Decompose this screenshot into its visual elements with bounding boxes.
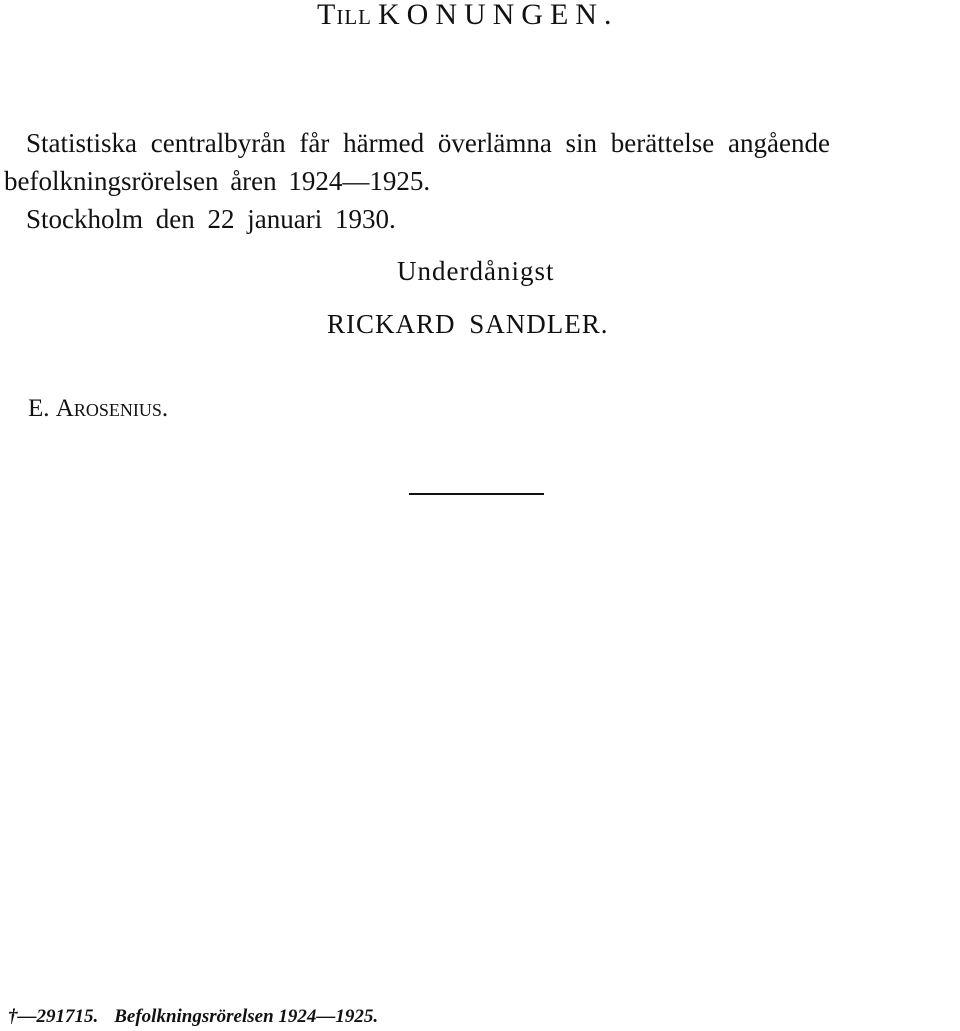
page-heading	[317, 0, 618, 30]
body-text-line-1: Statistiska centralbyrån får härmed överlämna sin berättelse angående	[26, 128, 830, 158]
page-footer	[8, 1006, 378, 1028]
countersign-surname: Arosenius.	[55, 395, 169, 422]
heading-till: Till	[317, 0, 372, 31]
closing-salutation: Underdånigst	[397, 256, 555, 286]
countersignature	[28, 395, 168, 423]
countersign-initial: E.	[28, 395, 50, 422]
place-and-date: Stockholm den 22 januari 1930.	[26, 204, 396, 234]
body-text-line-2: befolkningsrörelsen åren 1924—1925.	[4, 166, 431, 196]
footer-print-code: †—291715.	[8, 1006, 99, 1027]
signatory-name: RICKARD SANDLER.	[327, 309, 609, 339]
heading-konungen: KONUNGEN.	[377, 0, 619, 31]
footer-running-title: Befolkningsrörelsen 1924—1925.	[114, 1006, 379, 1027]
separator-rule	[409, 493, 544, 495]
